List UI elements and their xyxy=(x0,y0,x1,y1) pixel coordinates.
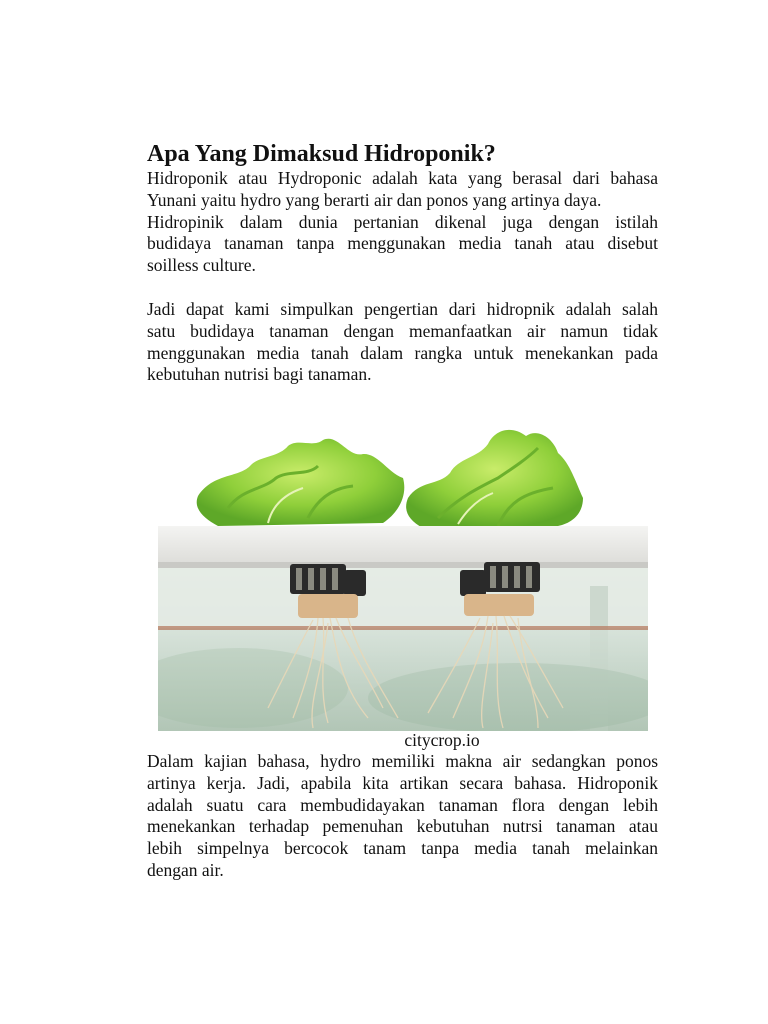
paragraph-3-line: Dalam kajian bahasa, hydro memiliki makna air sedangkan ponos xyxy=(147,751,658,771)
paragraph-3 xyxy=(147,751,658,882)
paragraph-1-line: budidaya tanaman tanpa menggunakan media tanah atau disebut xyxy=(147,233,658,254)
paragraph-2-line: satu budidaya tanaman dengan memanfaatkan air namun tidak xyxy=(147,320,658,341)
paragraph-3-line: dengan air. xyxy=(147,859,224,880)
net-pot-left-icon xyxy=(290,564,366,618)
paragraph-2 xyxy=(147,299,658,386)
net-pot-right-icon xyxy=(460,562,540,616)
paragraph-2-line: menggunakan media tanah dalam rangka untuk menekankan pada xyxy=(147,342,658,363)
paragraph-1 xyxy=(147,168,658,277)
paragraph-1-line: soilless culture. xyxy=(147,255,256,276)
paragraph-2-line: kebutuhan nutrisi bagi tanaman. xyxy=(147,364,372,385)
page-title: Apa Yang Dimaksud Hidroponik? xyxy=(147,141,496,167)
paragraph-3-line: lebih simpelnya bercocok tanam tanpa media tanah melainkan xyxy=(147,838,658,859)
paragraph-1-line: Hidropinik dalam dunia pertanian dikenal juga dengan istilah xyxy=(147,211,658,232)
paragraph-1-line: Hidroponik atau Hydroponic adalah kata yang berasal dari bahasa xyxy=(147,168,658,188)
document-body xyxy=(147,140,658,386)
paragraph-2-line: Jadi dapat kami simpulkan pengertian dari hidropnik adalah salah xyxy=(147,298,658,319)
paragraph-3-line: adalah suatu cara membudidayakan tanaman flora dengan lebih xyxy=(147,794,658,815)
paragraph-3-line: artinya kerja. Jadi, apabila kita artikan secara bahasa. Hidroponik xyxy=(147,772,658,793)
hydroponic-photo xyxy=(158,418,648,731)
image-caption: citycrop.io xyxy=(404,730,480,750)
paragraph-3-line: menekankan terhadap pemenuhan kebutuhan nutrsi tanaman atau xyxy=(147,816,658,837)
paragraph-1-line: Yunani yaitu hydro yang berarti air dan ponos yang artinya daya. xyxy=(147,189,602,210)
